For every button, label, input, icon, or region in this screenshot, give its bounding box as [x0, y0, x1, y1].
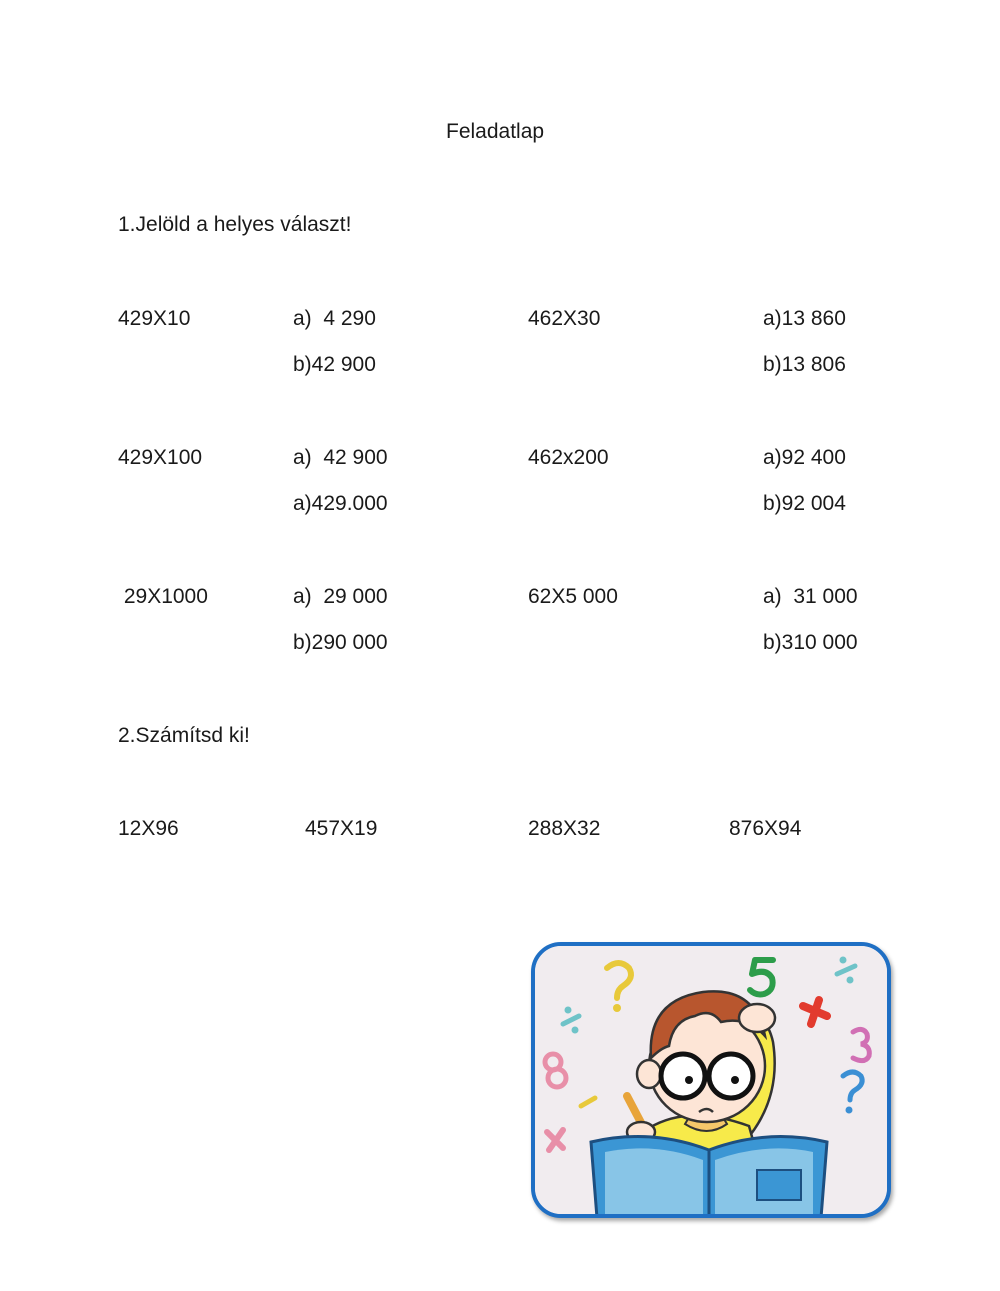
task1-heading: 1.Jelöld a helyes választ! [118, 213, 352, 236]
task1-row2-right-expression: 462x200 [528, 446, 609, 469]
task1-row1-right-option-a[interactable]: a)13 860 [763, 307, 846, 330]
task1-row1-left-option-a[interactable]: a) 4 290 [293, 307, 376, 330]
task1-row3-right-option-b[interactable]: b)310 000 [763, 631, 858, 654]
task2-item-4: 876X94 [729, 817, 802, 840]
task2-item-3: 288X32 [528, 817, 601, 840]
task2-item-2: 457X19 [305, 817, 378, 840]
task1-row2-right-option-b[interactable]: b)92 004 [763, 492, 846, 515]
task1-row2-left-option-a[interactable]: a) 42 900 [293, 446, 388, 469]
task1-row3-right-expression: 62X5 000 [528, 585, 618, 608]
page-title: Feladatlap [446, 120, 545, 143]
task1-row1-left-option-b[interactable]: b)42 900 [293, 353, 376, 376]
task1-row2-right-option-a[interactable]: a)92 400 [763, 446, 846, 469]
child-thinking-math-illustration [531, 942, 891, 1218]
task1-row3-left-expression: 29X1000 [118, 585, 208, 608]
task1-row1-left-expression: 429X10 [118, 307, 191, 330]
task1-row2-left-expression: 429X100 [118, 446, 203, 469]
task2-heading: 2.Számítsd ki! [118, 724, 250, 747]
task2-item-1: 12X96 [118, 817, 179, 840]
task1-row1-right-expression: 462X30 [528, 307, 601, 330]
task1-row2-left-option-b[interactable]: a)429.000 [293, 492, 388, 515]
task1-row3-right-option-a[interactable]: a) 31 000 [763, 585, 858, 608]
task1-row1-right-option-b[interactable]: b)13 806 [763, 353, 846, 376]
task1-row3-left-option-b[interactable]: b)290 000 [293, 631, 388, 654]
task1-row3-left-option-a[interactable]: a) 29 000 [293, 585, 388, 608]
